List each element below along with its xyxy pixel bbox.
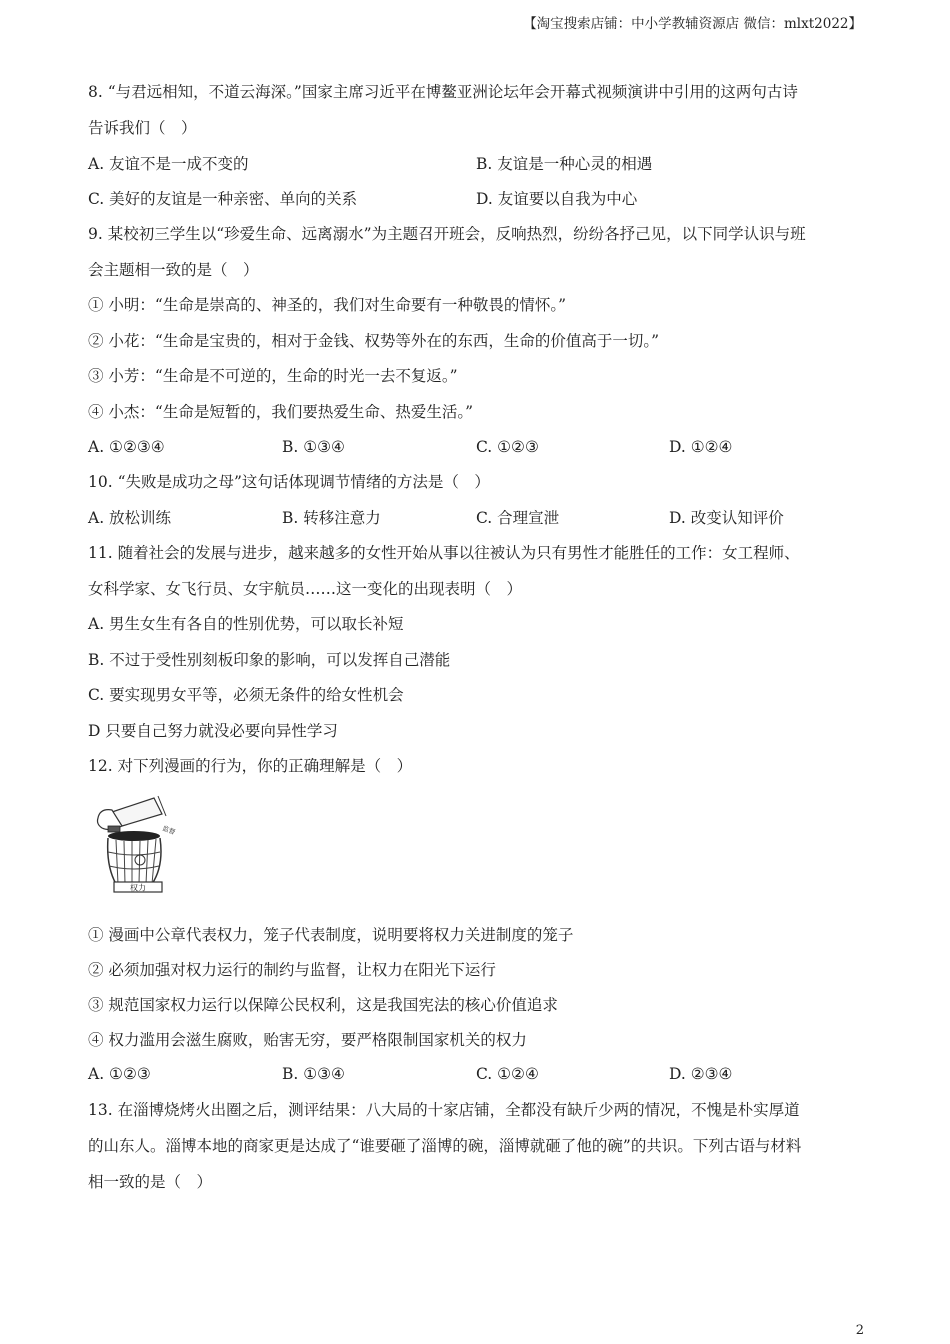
q11-option-b: B. 不过于受性别刻板印象的影响，可以发挥自己潜能 <box>88 651 451 669</box>
page-header: 【淘宝搜索店铺：中小学教辅资源店 微信：mlxt2022】 <box>523 16 862 32</box>
q12-option-b: B. ①③④ <box>282 1065 345 1083</box>
q11-option-d: D 只要自己努力就没必要向异性学习 <box>88 722 338 740</box>
q11-stem-line2: 女科学家、女飞行员、女宇航员……这一变化的出现表明（ ） <box>88 580 523 598</box>
q10-stem: 10. “失败是成功之母”这句话体现调节情绪的方法是（ ） <box>88 473 490 491</box>
q12-stem: 12. 对下列漫画的行为，你的正确理解是（ ） <box>88 757 413 775</box>
q8-option-b: B. 友谊是一种心灵的相遇 <box>476 155 653 173</box>
q9-option-b: B. ①③④ <box>282 438 345 456</box>
q12-statement-2: ② 必须加强对权力运行的制约与监督，让权力在阳光下运行 <box>88 961 496 979</box>
q13-stem-line2: 的山东人。淄博本地的商家更是达成了“谁要砸了淄博的碗，淄博就砸了他的碗”的共识。下列古语与材料 <box>88 1137 802 1155</box>
q12-option-d: D. ②③④ <box>669 1065 733 1083</box>
q11-option-a: A. 男生女生有各自的性别优势，可以取长补短 <box>88 615 404 633</box>
q10-option-a: A. 放松训练 <box>88 509 172 527</box>
q8-option-c: C. 美好的友谊是一种亲密、单向的关系 <box>88 190 358 208</box>
cage-label: 权力 <box>130 883 146 893</box>
q10-option-c: C. 合理宣泄 <box>476 509 560 527</box>
q9-statement-1: ① 小明：“生命是崇高的、神圣的，我们对生命要有一种敬畏的情怀。” <box>88 296 567 314</box>
q8-option-a: A. 友谊不是一成不变的 <box>88 155 249 173</box>
q9-stem-line1: 9. 某校初三学生以“珍爱生命、远离溺水”为主题召开班会，反响热烈，纷纷各抒己见，以下同学认识与班 <box>88 225 806 243</box>
arm-label: 监督 <box>161 824 177 837</box>
q12-statement-1: ① 漫画中公章代表权力，笼子代表制度，说明要将权力关进制度的笼子 <box>88 926 574 944</box>
page-number: 2 <box>855 1323 864 1338</box>
q13-stem-line1: 13. 在淄博烧烤火出圈之后，测评结果：八大局的十家店铺，全都没有缺斤少两的情况，不愧是朴实厚道 <box>88 1101 800 1119</box>
q8-option-d: D. 友谊要以自我为中心 <box>476 190 638 208</box>
q12-statement-4: ④ 权力滥用会滋生腐败，贻害无穷，要严格限制国家机关的权力 <box>88 1031 527 1049</box>
q10-option-b: B. 转移注意力 <box>282 509 381 527</box>
q9-stem-line2: 会主题相一致的是（ ） <box>88 261 259 279</box>
q8-stem-line2: 告诉我们（ ） <box>88 119 197 137</box>
q9-option-a: A. ①②③④ <box>88 438 165 456</box>
q12-statement-3: ③ 规范国家权力运行以保障公民权利，这是我国宪法的核心价值追求 <box>88 996 558 1014</box>
q8-stem-line1: 8. “与君远相知，不道云海深。”国家主席习近平在博鳌亚洲论坛年会开幕式视频演讲中引用的这两句古诗 <box>88 83 798 101</box>
q13-stem-line3: 相一致的是（ ） <box>88 1173 213 1191</box>
q11-option-c: C. 要实现男女平等，必须无条件的给女性机会 <box>88 686 404 704</box>
q9-statement-4: ④ 小杰：“生命是短暂的，我们要热爱生命、热爱生活。” <box>88 403 474 421</box>
q9-statement-3: ③ 小芳：“生命是不可逆的，生命的时光一去不复返。” <box>88 367 458 385</box>
power-cage-cartoon <box>92 792 196 896</box>
q9-option-c: C. ①②③ <box>476 438 539 456</box>
q9-statement-2: ② 小花：“生命是宝贵的，相对于金钱、权势等外在的东西，生命的价值高于一切。” <box>88 332 660 350</box>
q12-option-c: C. ①②④ <box>476 1065 539 1083</box>
q12-option-a: A. ①②③ <box>88 1065 151 1083</box>
q9-option-d: D. ①②④ <box>669 438 733 456</box>
q11-stem-line1: 11. 随着社会的发展与进步，越来越多的女性开始从事以往被认为只有男性才能胜任的工作：女工程师、 <box>88 544 800 562</box>
q10-option-d: D. 改变认知评价 <box>669 509 784 527</box>
